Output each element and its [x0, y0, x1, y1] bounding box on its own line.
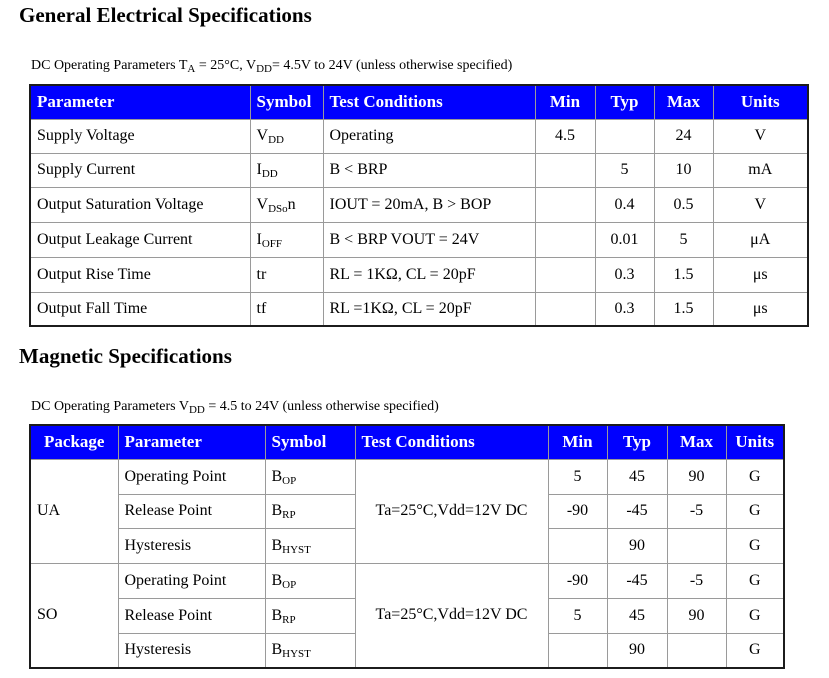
table-row	[30, 292, 808, 326]
min-cell: -90	[548, 494, 607, 528]
symbol-cell: $I_{DD}$	[250, 153, 323, 187]
param-cell: Supply Voltage	[30, 119, 250, 153]
param-cell: Operating Point	[118, 459, 265, 494]
general-conditions: DC Operating Parameters $T_A = 25^\circ C$, $V_{DD}= 4.5V$ to 24V (unless otherwise specified)	[31, 58, 513, 75]
max-cell: 1.5	[654, 292, 713, 326]
max-cell: -5	[667, 563, 726, 598]
param-cell: Operating Point	[118, 563, 265, 598]
col-header-units: Units	[726, 425, 784, 459]
symbol-cell: $I_{OFF}$	[250, 222, 323, 257]
col-header-units: Units	[713, 85, 808, 119]
units-cell: V	[713, 119, 808, 153]
max-cell: 24	[654, 119, 713, 153]
col-header-typ: Typ	[595, 85, 654, 119]
test-cell: Ta=25°C,Vdd=12V DC	[355, 563, 548, 668]
typ-cell: 45	[607, 459, 667, 494]
test-cell: RL =1KΩ, CL = 20pF	[323, 292, 535, 326]
param-cell: Output Rise Time	[30, 257, 250, 292]
typ-cell: 45	[607, 598, 667, 633]
typ-cell: -45	[607, 494, 667, 528]
typ-cell: 5	[595, 153, 654, 187]
param-cell: Hysteresis	[118, 528, 265, 563]
col-header-symbol: Symbol	[265, 425, 355, 459]
table-row	[30, 257, 808, 292]
test-cell: Ta=25°C,Vdd=12V DC	[355, 459, 548, 563]
units-cell: V	[713, 187, 808, 222]
col-header-parameter: Parameter	[118, 425, 265, 459]
max-cell: 1.5	[654, 257, 713, 292]
col-header-min: Min	[535, 85, 595, 119]
param-cell: Output Saturation Voltage	[30, 187, 250, 222]
min-cell: -90	[548, 563, 607, 598]
symbol-cell: $B_{OP}$	[265, 459, 355, 494]
package-cell: SO	[30, 563, 118, 668]
table-row	[30, 222, 808, 257]
symbol-cell: $B_{HYST}$	[265, 528, 355, 563]
symbol-cell: tr	[250, 257, 323, 292]
table-row	[30, 187, 808, 222]
table-row	[30, 119, 808, 153]
param-cell: Output Leakage Current	[30, 222, 250, 257]
param-cell: Hysteresis	[118, 633, 265, 668]
min-cell	[535, 257, 595, 292]
param-cell: Supply Current	[30, 153, 250, 187]
col-header-max: Max	[654, 85, 713, 119]
max-cell: 5	[654, 222, 713, 257]
symbol-cell: $V_{DD}$	[250, 119, 323, 153]
units-cell: μs	[713, 257, 808, 292]
general-spec-table	[29, 84, 809, 327]
magnetic-conditions: DC Operating Parameters $V_{DD} = 4.5$ to 24V (unless otherwise specified)	[31, 399, 439, 416]
units-cell: G	[726, 528, 784, 563]
typ-cell: 90	[607, 528, 667, 563]
magnetic-spec-table	[29, 424, 785, 669]
symbol-cell: $V_{DSo}n$	[250, 187, 323, 222]
test-cell: B < BRP	[323, 153, 535, 187]
symbol-cell: tf	[250, 292, 323, 326]
general-title: General Electrical Specifications	[19, 3, 312, 27]
typ-cell: 0.4	[595, 187, 654, 222]
param-cell: Output Fall Time	[30, 292, 250, 326]
typ-cell	[595, 119, 654, 153]
min-cell	[535, 222, 595, 257]
min-cell	[548, 633, 607, 668]
max-cell: -5	[667, 494, 726, 528]
symbol-cell: $B_{OP}$	[265, 563, 355, 598]
symbol-cell: $B_{HYST}$	[265, 633, 355, 668]
typ-cell: 0.3	[595, 257, 654, 292]
table-row	[30, 153, 808, 187]
typ-cell: 0.3	[595, 292, 654, 326]
test-cell: IOUT = 20mA, B > BOP	[323, 187, 535, 222]
symbol-cell: $B_{RP}$	[265, 494, 355, 528]
min-cell: 5	[548, 459, 607, 494]
units-cell: G	[726, 494, 784, 528]
col-header-typ: Typ	[607, 425, 667, 459]
param-cell: Release Point	[118, 494, 265, 528]
magnetic-title: Magnetic Specifications	[19, 344, 232, 368]
test-cell: Operating	[323, 119, 535, 153]
units-cell: μs	[713, 292, 808, 326]
min-cell: 5	[548, 598, 607, 633]
min-cell	[535, 187, 595, 222]
units-cell: G	[726, 598, 784, 633]
max-cell: 0.5	[654, 187, 713, 222]
units-cell: G	[726, 459, 784, 494]
param-cell: Release Point	[118, 598, 265, 633]
typ-cell: 90	[607, 633, 667, 668]
typ-cell: -45	[607, 563, 667, 598]
col-header-min: Min	[548, 425, 607, 459]
col-header-package: Package	[30, 425, 118, 459]
col-header-symbol: Symbol	[250, 85, 323, 119]
typ-cell: 0.01	[595, 222, 654, 257]
test-cell: RL = 1KΩ, CL = 20pF	[323, 257, 535, 292]
col-header-parameter: Parameter	[30, 85, 250, 119]
units-cell: mA	[713, 153, 808, 187]
col-header-test-conditions: Test Conditions	[355, 425, 548, 459]
max-cell: 90	[667, 598, 726, 633]
max-cell	[667, 633, 726, 668]
col-header-test-conditions: Test Conditions	[323, 85, 535, 119]
min-cell	[548, 528, 607, 563]
units-cell: G	[726, 633, 784, 668]
units-cell: G	[726, 563, 784, 598]
min-cell	[535, 292, 595, 326]
units-cell: μA	[713, 222, 808, 257]
max-cell: 90	[667, 459, 726, 494]
test-cell: B < BRP VOUT = 24V	[323, 222, 535, 257]
symbol-cell: $B_{RP}$	[265, 598, 355, 633]
max-cell	[667, 528, 726, 563]
package-cell: UA	[30, 459, 118, 563]
max-cell: 10	[654, 153, 713, 187]
col-header-max: Max	[667, 425, 726, 459]
min-cell: 4.5	[535, 119, 595, 153]
table-row	[30, 459, 784, 494]
table-row	[30, 563, 784, 598]
min-cell	[535, 153, 595, 187]
